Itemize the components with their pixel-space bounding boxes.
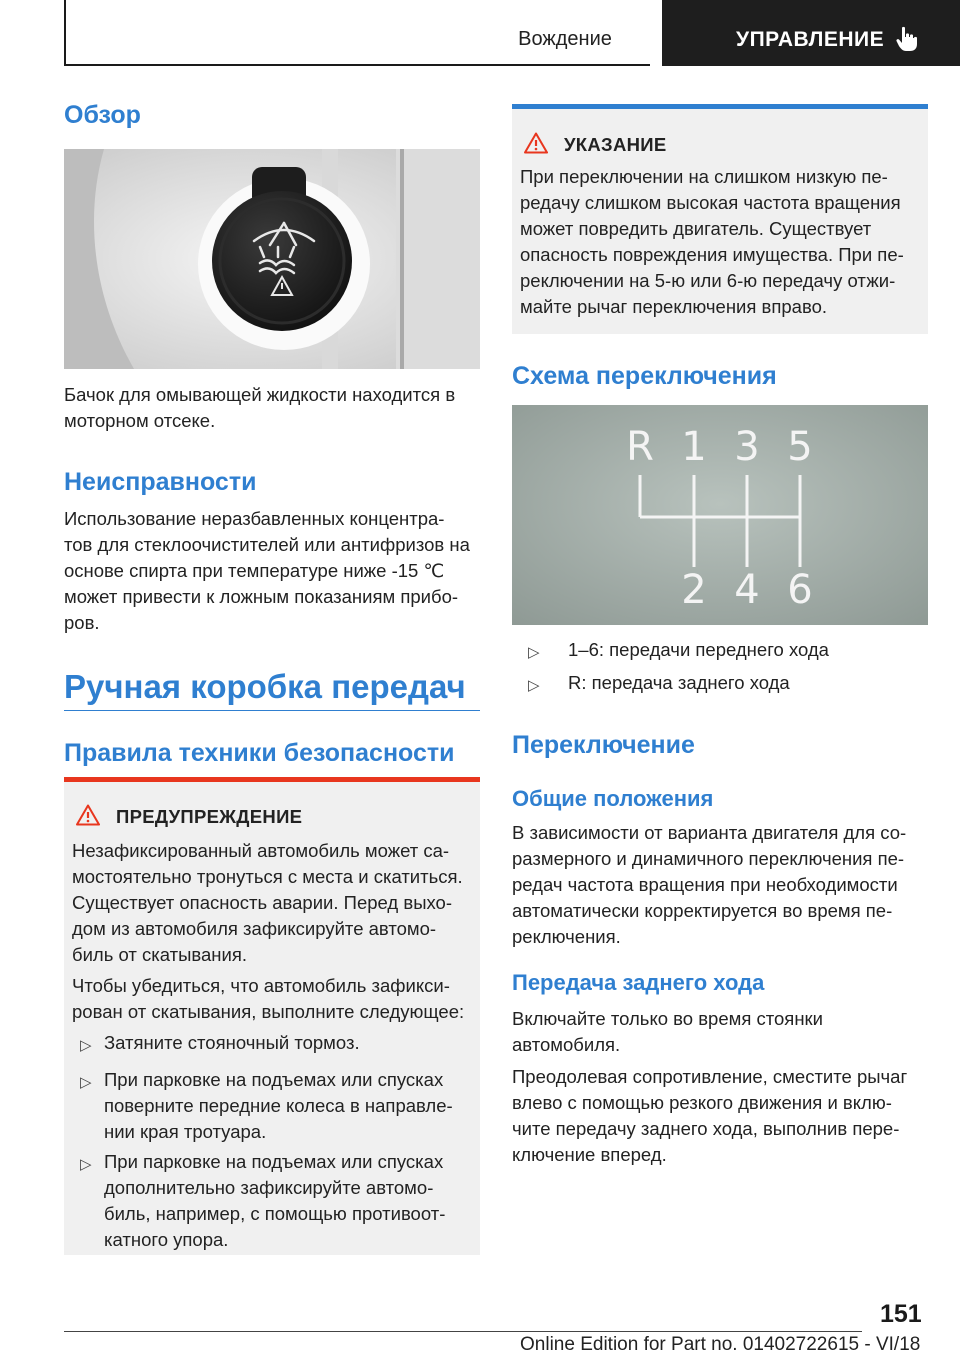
warning-text-5: биль от скатывания. <box>72 944 248 965</box>
warning-text-2: мостоятельно тронуться с места и скатиться. <box>72 866 463 887</box>
header-section-label: УПРАВЛЕНИЕ <box>736 28 885 51</box>
reverse-text2-2: влево с помощью резкого движения и вклю- <box>512 1092 892 1113</box>
gear-label-1: 1 <box>681 424 707 470</box>
header-tab-label: Вождение <box>518 28 612 50</box>
general-text-2: размерного и динамичного переключения пе- <box>512 848 905 869</box>
gear-label-4: 4 <box>734 567 760 613</box>
general-text-5: реключения. <box>512 926 621 947</box>
notice-title: УКАЗАНИЕ <box>564 134 667 155</box>
warning-bullet-3-1: При парковке на подъемах или спусках <box>104 1151 444 1172</box>
warning-bullet-1: Затяните стояночный тормоз. <box>104 1032 360 1053</box>
gear-label-2: 2 <box>681 567 707 613</box>
shift-pattern-image <box>512 405 928 625</box>
malfunction-heading: Неисправности <box>64 468 257 496</box>
notice-text-2: редачу слишком высокая частота вращения <box>520 192 901 213</box>
notice-box <box>512 104 928 334</box>
gear-label-3: 3 <box>734 424 760 470</box>
overview-heading: Обзор <box>64 101 141 129</box>
warning-bullet-3-3: биль, например, с помощью противоот- <box>104 1203 446 1224</box>
malfunction-text-5: ров. <box>64 612 100 633</box>
notice-text-4: опасность повреждения имущества. При пе- <box>520 244 904 265</box>
washer-fluid-cap-icon <box>64 149 480 369</box>
gear-label-6: 6 <box>787 567 813 613</box>
warning-box <box>64 777 480 1255</box>
notice-text-5: реключении на 5-ю или 6-ю передачу отжи- <box>520 270 896 291</box>
malfunction-text-3: основе спирта при температуре ниже -15 ℃ <box>64 560 445 581</box>
general-text-1: В зависимости от варианта двигателя для со- <box>512 822 907 843</box>
notice-text-3: может повредить двигатель. Существует <box>520 218 872 239</box>
section-rule <box>64 710 480 711</box>
gear-label-5: 5 <box>787 424 813 470</box>
header-bottom-rule <box>64 64 650 66</box>
notice-top-bar <box>512 104 928 109</box>
warning-text-1: Незафиксированный автомобиль может са- <box>72 840 450 861</box>
reverse-text2-3: чите передачу заднего хода, выполнив пере- <box>512 1118 900 1139</box>
overview-text-2: моторном отсеке. <box>64 410 216 431</box>
bullet-icon: ▷ <box>80 1037 92 1054</box>
washer-fluid-cap-photo <box>64 149 480 369</box>
malfunction-text-2: тов для стеклоочистителей или антифризов на <box>64 534 470 555</box>
header-left-rule <box>64 0 66 64</box>
bullet-icon: ▷ <box>528 677 540 694</box>
reverse-heading: Передача заднего хода <box>512 970 765 995</box>
overview-text-1: Бачок для омывающей жидкости находится в <box>64 384 456 405</box>
notice-triangle-icon <box>524 132 548 154</box>
gear-label-r: R <box>626 424 654 470</box>
warning-title: ПРЕДУПРЕЖДЕНИЕ <box>116 806 303 827</box>
warning-text-4: дом из автомобиля зафиксируйте автомо- <box>72 918 437 939</box>
shift-scheme-heading: Схема переключения <box>512 362 777 390</box>
legend-forward: 1–6: передачи переднего хода <box>568 639 829 660</box>
page-number: 151 <box>880 1300 922 1328</box>
malfunction-text-1: Использование неразбавленных концентра- <box>64 508 445 529</box>
bullet-icon: ▷ <box>80 1074 92 1091</box>
warning-text2-2: рован от скатывания, выполните следующее: <box>72 1001 465 1022</box>
bullet-icon: ▷ <box>528 644 540 661</box>
shifting-heading: Переключение <box>512 731 695 759</box>
legend-reverse: R: передача заднего хода <box>568 672 790 693</box>
general-text-3: редач частота вращения при необходимости <box>512 874 898 895</box>
footer-edition: Online Edition for Part no. 01402722615 - VI/18 <box>520 1334 921 1355</box>
manual-gearbox-heading: Ручная коробка передач <box>64 668 466 705</box>
warning-bullet-3-2: дополнительно зафиксируйте автомо- <box>104 1177 434 1198</box>
reverse-text-1: Включайте только во время стоянки <box>512 1008 823 1029</box>
malfunction-text-4: может привести к ложным показаниям прибо- <box>64 586 459 607</box>
general-heading: Общие положения <box>512 786 714 811</box>
warning-triangle-icon <box>76 804 100 826</box>
warning-text-3: Существует опасность аварии. Перед выхо- <box>72 892 452 913</box>
footer-rule <box>64 1331 862 1332</box>
warning-bullet-2-2: поверните передние колеса в направле- <box>104 1095 453 1116</box>
safety-heading: Правила техники безопасности <box>64 739 455 767</box>
warning-text2-1: Чтобы убедиться, что автомобиль зафикси- <box>72 975 450 996</box>
bullet-icon: ▷ <box>80 1156 92 1173</box>
warning-bullet-2-3: нии края тротуара. <box>104 1121 267 1142</box>
reverse-text2-4: ключение вперед. <box>512 1144 667 1165</box>
reverse-text2-1: Преодолевая сопротивление, сместите рычаг <box>512 1066 908 1087</box>
warning-bullet-2-1: При парковке на подъемах или спусках <box>104 1069 444 1090</box>
notice-text-1: При переключении на слишком низкую пе- <box>520 166 888 187</box>
warning-top-bar <box>64 777 480 782</box>
hand-pointer-icon <box>896 26 918 57</box>
shift-pattern-diagram <box>512 405 928 625</box>
reverse-text-2: автомобиля. <box>512 1034 621 1055</box>
notice-text-6: майте рычаг переключения вправо. <box>520 296 827 317</box>
warning-bullet-3-4: катного упора. <box>104 1229 229 1250</box>
general-text-4: автоматически корректируется во время пе- <box>512 900 893 921</box>
